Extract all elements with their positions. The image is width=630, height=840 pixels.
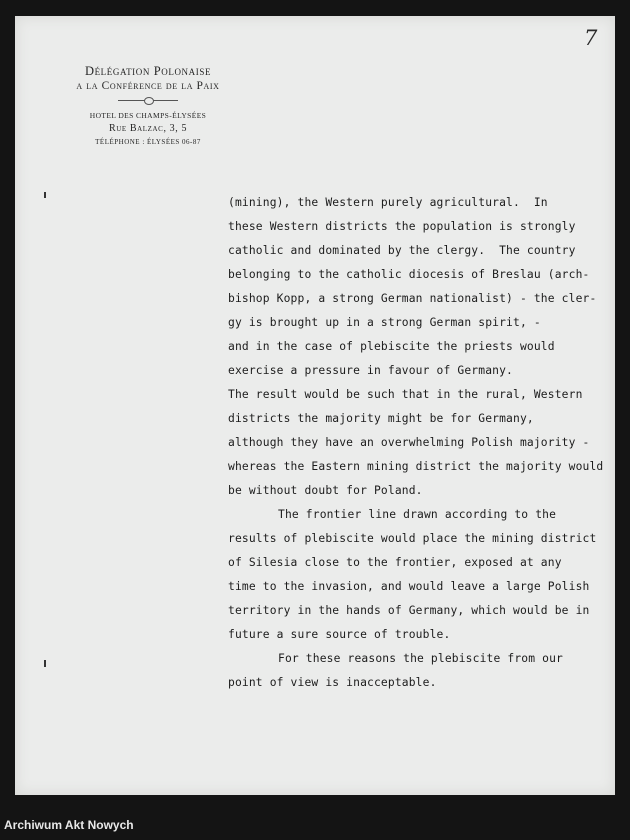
text-line: catholic and dominated by the clergy. The country [228,244,576,257]
ornament-divider-icon [118,97,178,103]
margin-mark [44,660,46,667]
archive-credit: Archiwum Akt Nowych [4,818,134,832]
text-line: bishop Kopp, a strong German nationalist) - the cler- [228,292,597,305]
margin-mark [44,192,46,198]
text-line: time to the invasion, and would leave a large Polish [228,580,590,593]
letter-body [228,191,618,695]
text-line: future a sure source of trouble. [228,628,451,641]
page-number: 7 [584,26,598,50]
text-line: (mining), the Western purely agricultural. In [228,196,548,209]
text-line: gy is brought up in a strong German spirit, - [228,316,541,329]
letterhead-street: Rue Balzac, 3, 5 [108,123,188,134]
text-line: of Silesia close to the frontier, exposed at any [228,556,562,569]
text-line: districts the majority might be for Germany, [228,412,534,425]
text-line: point of view is inacceptable. [228,676,437,689]
letterhead-conference: a la Conférence de la Paix [76,80,220,92]
text-line: and in the case of plebiscite the priests would [228,340,555,353]
text-line: territory in the hands of Germany, which would be in [228,604,590,617]
text-line: exercise a pressure in favour of Germany. [228,364,514,377]
text-line: The result would be such that in the rural, Western [228,388,583,401]
letterhead-organization: Délégation Polonaise [84,64,212,78]
text-line: these Western districts the population is strongly [228,220,576,233]
text-line: belonging to the catholic diocesis of Breslau (arch- [228,268,590,281]
letterhead-phone: TÉLÉPHONE : ÉLYSÉES 06-87 [95,138,201,146]
text-line: whereas the Eastern mining district the majority would [228,460,604,473]
text-line: The frontier line drawn according to the [278,508,557,521]
letterhead-hotel: HOTEL DES CHAMPS-ÉLYSÉES [89,111,207,120]
text-line: be without doubt for Poland. [228,484,423,497]
letterhead [64,64,232,149]
text-line: For these reasons the plebiscite from our [278,652,564,665]
text-line: results of plebiscite would place the mining district [228,532,597,545]
text-line: although they have an overwhelming Polish majority - [228,436,590,449]
